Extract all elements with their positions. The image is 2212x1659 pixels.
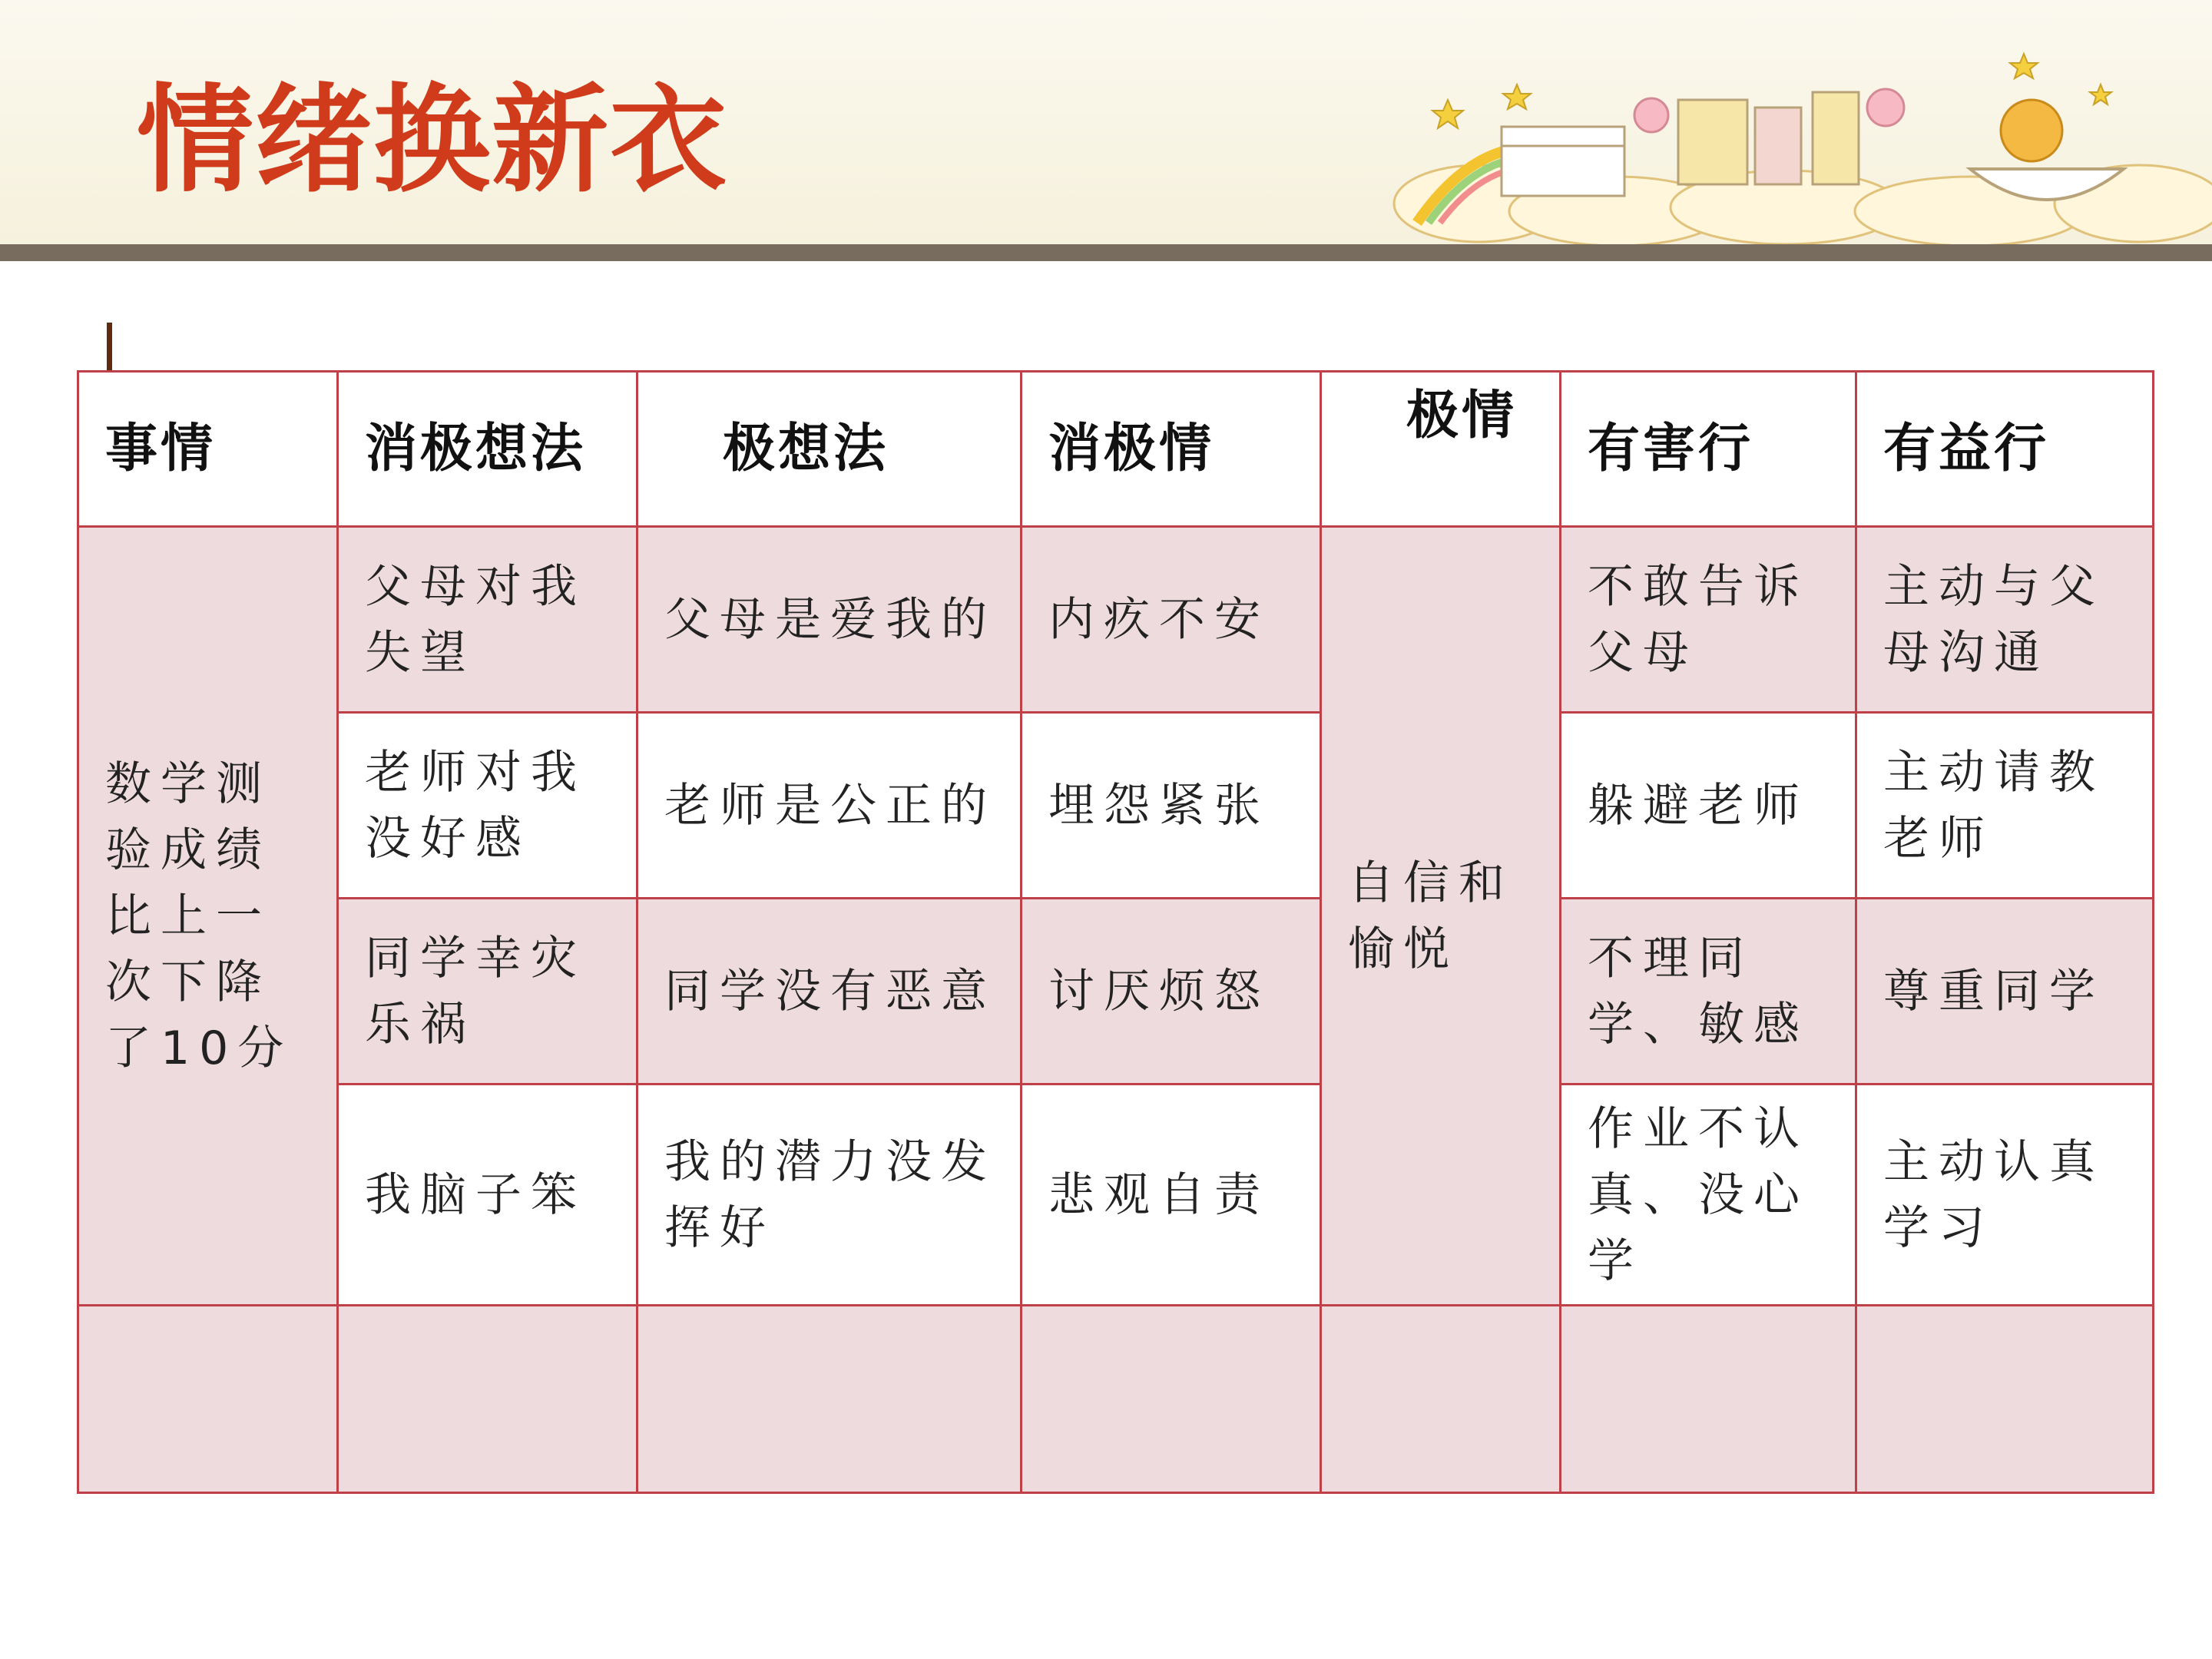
- empty-cell: [1856, 1306, 2154, 1493]
- empty-cell: [1561, 1306, 1856, 1493]
- negative-thought-cell: 我脑子笨: [338, 1084, 637, 1306]
- negative-thought-cell: 老师对我没好感: [338, 713, 637, 899]
- header-cell: 消极想法: [338, 372, 637, 527]
- negative-emotion-cell: 悲观自责: [1022, 1084, 1321, 1306]
- empty-cell: [338, 1306, 637, 1493]
- emotion-table: [77, 370, 2154, 1494]
- table-row: [78, 527, 2154, 713]
- header-divider: [0, 244, 2212, 261]
- negative-emotion-cell: 内疚不安: [1022, 527, 1321, 713]
- harmful-behavior-cell: 作业不认真、没心学: [1561, 1084, 1856, 1306]
- harmful-behavior-cell: 不敢告诉父母: [1561, 527, 1856, 713]
- header-cell: 事情: [78, 372, 338, 527]
- event-cell: 数学测验成绩比上一次下降了10分: [78, 527, 338, 1306]
- empty-cell: [1321, 1306, 1561, 1493]
- page-title: 情绪换新衣: [137, 72, 728, 208]
- negative-thought-cell: 同学幸灾乐祸: [338, 899, 637, 1084]
- table-row: [78, 1084, 2154, 1306]
- header-cell: 极想法: [637, 372, 1022, 527]
- harmful-behavior-cell: 不理同学、敏感: [1561, 899, 1856, 1084]
- cartoon-city-clouds-illustration-icon: [1386, 38, 2212, 244]
- positive-emotion-cell: 自信和愉悦: [1321, 527, 1561, 1306]
- helpful-behavior-cell: 主动请教老师: [1856, 713, 2154, 899]
- positive-thought-cell: 父母是爱我的: [637, 527, 1022, 713]
- harmful-behavior-cell: 躲避老师: [1561, 713, 1856, 899]
- positive-thought-cell: 我的潜力没发挥好: [637, 1084, 1022, 1306]
- positive-thought-cell: 老师是公正的: [637, 713, 1022, 899]
- positive-thought-cell: 同学没有恶意: [637, 899, 1022, 1084]
- negative-thought-cell: 父母对我失望: [338, 527, 637, 713]
- table-row: [78, 899, 2154, 1084]
- header-cell: 有益行: [1856, 372, 2154, 527]
- empty-cell: [78, 1306, 338, 1493]
- header-cell: 消极情: [1022, 372, 1321, 527]
- helpful-behavior-cell: 主动与父母沟通: [1856, 527, 2154, 713]
- empty-cell: [637, 1306, 1022, 1493]
- empty-cell: [1022, 1306, 1321, 1493]
- table-row: [78, 713, 2154, 899]
- header-cell: 有害行: [1561, 372, 1856, 527]
- empty-table-row: [78, 1306, 2154, 1493]
- helpful-behavior-cell: 主动认真学习: [1856, 1084, 2154, 1306]
- header-cell: 极情: [1321, 372, 1561, 527]
- helpful-behavior-cell: 尊重同学: [1856, 899, 2154, 1084]
- table-header-row: [78, 372, 2154, 527]
- negative-emotion-cell: 讨厌烦怒: [1022, 899, 1321, 1084]
- negative-emotion-cell: 埋怨紧张: [1022, 713, 1321, 899]
